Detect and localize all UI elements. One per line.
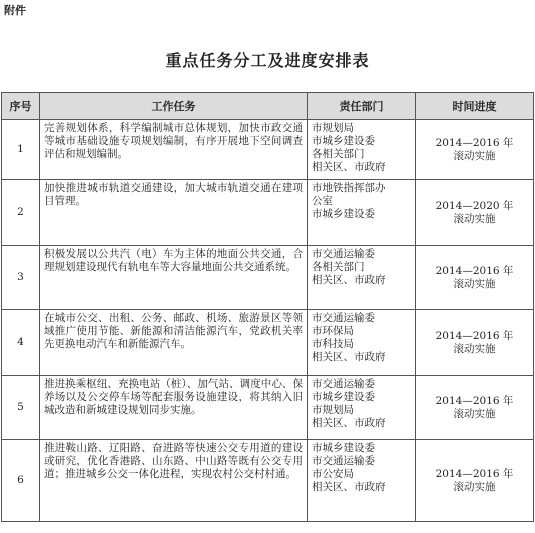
schedule-period: 2014—2016 年: [435, 394, 514, 407]
task-description: 加快推进城市轨道交通建设，加大城市轨道交通在建项目管理。: [40, 180, 308, 246]
schedule: [416, 310, 534, 376]
schedule-mode: 滚动实施: [453, 212, 496, 225]
department-line: 市科技局: [312, 338, 354, 350]
schedule-period: 2014—2016 年: [435, 329, 514, 342]
table-row: [2, 180, 534, 246]
schedule: [416, 440, 534, 522]
department-line: 市交通运输委: [312, 455, 375, 467]
schedule-period: 2014—2016 年: [435, 467, 514, 480]
row-number: 6: [2, 440, 40, 522]
department-line: 市规划局: [312, 404, 354, 416]
department-line: 市交通运输委: [312, 248, 375, 260]
table-row: [2, 440, 534, 522]
table-row: [2, 120, 534, 180]
table-row: [2, 310, 534, 376]
schedule-period: 2014—2016 年: [435, 264, 514, 277]
row-number: 3: [2, 246, 40, 310]
schedule: [416, 246, 534, 310]
department-line: 相关区、市政府: [312, 417, 386, 429]
table-header-row: [2, 93, 534, 120]
schedule-period: 2014—2016 年: [435, 136, 514, 149]
responsible-departments: [308, 376, 416, 440]
header-seq: 序号: [2, 93, 40, 120]
schedule: [416, 180, 534, 246]
responsible-departments: [308, 440, 416, 522]
department-line: 各相关部门: [312, 261, 365, 273]
responsible-departments: [308, 120, 416, 180]
schedule-mode: 滚动实施: [453, 277, 496, 290]
department-line: 市交通运输委: [312, 378, 375, 390]
schedule-mode: 滚动实施: [453, 342, 496, 355]
attachment-label: 附件: [4, 4, 26, 17]
row-number: 5: [2, 376, 40, 440]
department-line: 市环保局: [312, 325, 354, 337]
responsible-departments: [308, 180, 416, 246]
department-line: 相关区、市政府: [312, 274, 386, 286]
schedule: [416, 120, 534, 180]
responsible-departments: [308, 310, 416, 376]
schedule-period: 2014—2020 年: [435, 199, 514, 212]
row-number: 4: [2, 310, 40, 376]
department-line: 市城乡建设委: [312, 208, 375, 220]
task-description: 推进鞍山路、辽阳路、奋进路等快速公交专用道的建设或研究，优化香港路、山东路、中山路等既有公交专用道；推进城乡公交一体化进程，实现农村公交村村通。: [40, 440, 308, 522]
header-schedule: 时间进度: [416, 93, 534, 120]
schedule-mode: 滚动实施: [453, 480, 496, 493]
department-line: 市公安局: [312, 468, 354, 480]
header-task: 工作任务: [40, 93, 308, 120]
department-line: 市城乡建设委: [312, 391, 375, 403]
department-line: 市交通运输委: [312, 312, 375, 324]
row-number: 2: [2, 180, 40, 246]
task-description: 在城市公交、出租、公务、邮政、机场、旅游景区等领域推广使用节能、新能源和清洁能源汽车，党政机关率先更换电动汽车和新能源汽车。: [40, 310, 308, 376]
department-line: 各相关部门: [312, 148, 365, 160]
task-description: 积极发展以公共汽（电）车为主体的地面公共交通，合理规划建设现代有轨电车等大容量地面公共交通系统。: [40, 246, 308, 310]
department-line: 公室: [312, 195, 333, 207]
department-line: 市城乡建设委: [312, 442, 375, 454]
schedule: [416, 376, 534, 440]
department-line: 市规划局: [312, 122, 354, 134]
task-description: 推进换乘枢纽、充换电站（桩）、加气站、调度中心、保养场以及公交停车场等配套服务设施建设，将其纳入旧城改造和新城建设规划同步实施。: [40, 376, 308, 440]
table-row: [2, 246, 534, 310]
row-number: 1: [2, 120, 40, 180]
responsible-departments: [308, 246, 416, 310]
page-title: 重点任务分工及进度安排表: [165, 51, 370, 70]
department-line: 相关区、市政府: [312, 351, 386, 363]
department-line: 相关区、市政府: [312, 481, 386, 493]
task-schedule-table: [1, 92, 534, 522]
department-line: 相关区、市政府: [312, 161, 386, 173]
schedule-mode: 滚动实施: [453, 407, 496, 420]
task-description: 完善规划体系，科学编制城市总体规划，加快市政交通等城市基础设施专项规划编制，有序开展地下空间调查评估和规划编制。: [40, 120, 308, 180]
header-department: 责任部门: [308, 93, 416, 120]
department-line: 市地铁指挥部办: [312, 182, 386, 194]
table-row: [2, 376, 534, 440]
department-line: 市城乡建设委: [312, 135, 375, 147]
schedule-mode: 滚动实施: [453, 149, 496, 162]
